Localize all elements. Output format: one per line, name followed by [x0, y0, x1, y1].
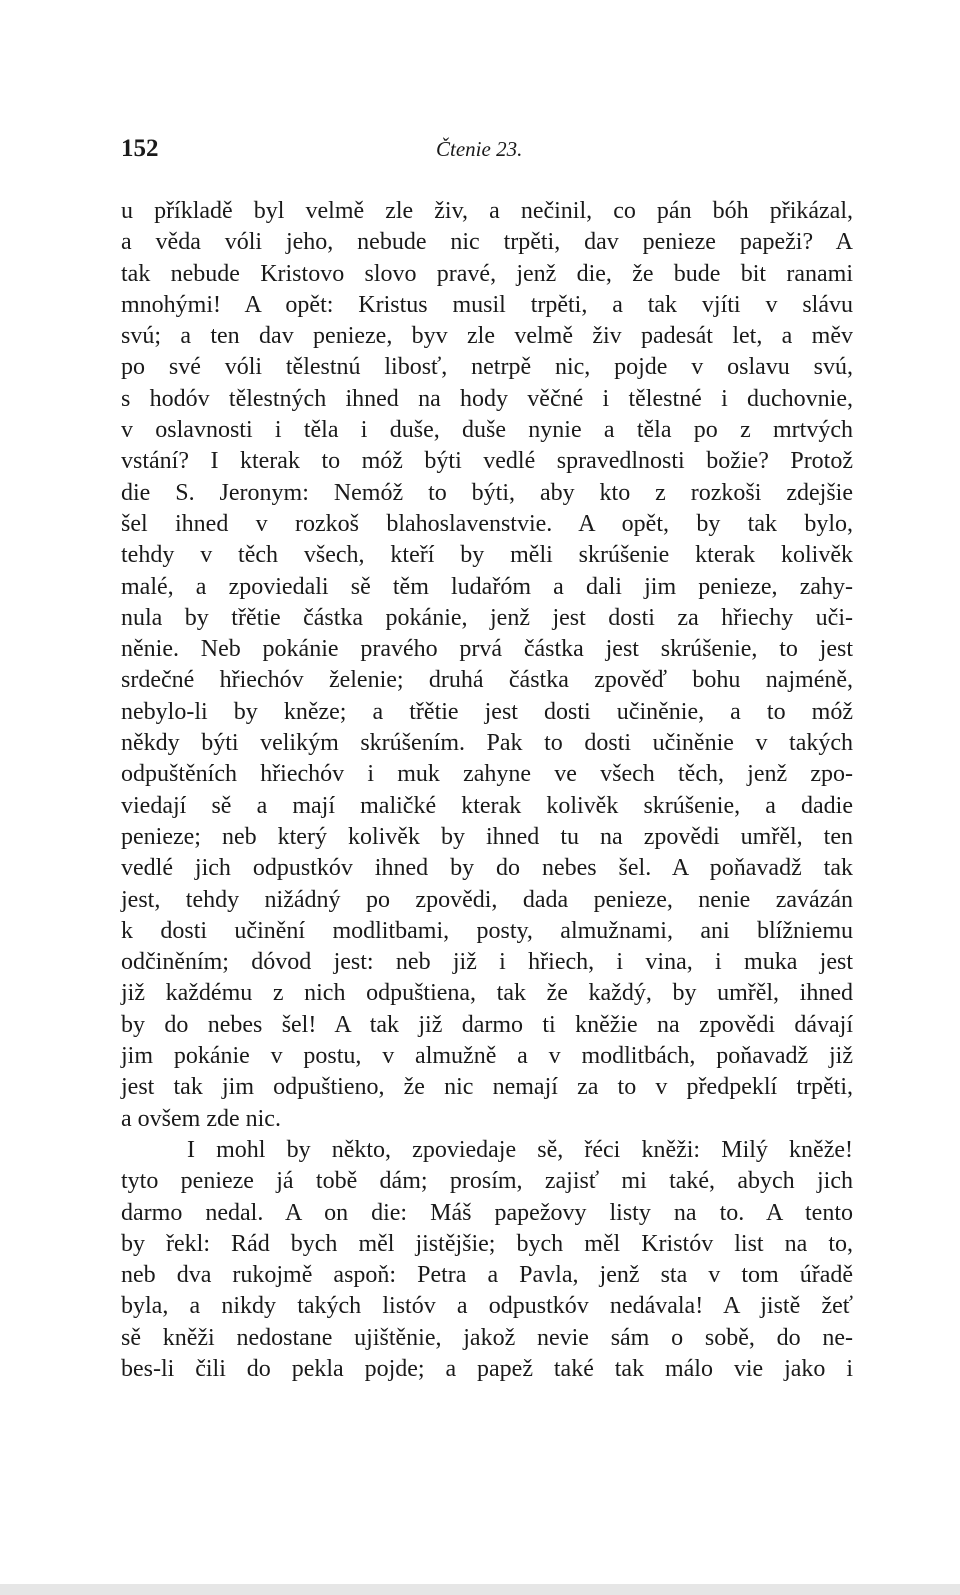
- text-line: tyto penieze já tobě dám; prosím, zajisť mi také, abych jich: [121, 1168, 853, 1195]
- text-line: die S. Jeronym: Nemóž to býti, aby kto z rozkoši zdejšie: [121, 479, 853, 506]
- text-line: by řekl: Rád bych měl jistějšie; bych měl Kristóv list na to,: [121, 1230, 853, 1257]
- scan-bottom-edge: [0, 1584, 960, 1595]
- text-line: by do nebes šel! A tak již darmo ti kněžie na zpovědi dávají: [121, 1011, 853, 1038]
- text-line: jest, tehdy nižádný po zpovědi, dada penieze, nenie zavázán: [121, 886, 853, 913]
- running-head: Čtenie 23.: [436, 137, 523, 161]
- text-line: s hodóv tělestných ihned na hody věčné i tělestné i duchovnie,: [121, 385, 853, 412]
- text-line: jim pokánie v postu, v almužně a v modlitbách, poňavadž již: [121, 1043, 853, 1070]
- text-line: byla, a nikdy takých listóv a odpustkóv nedávala! A jistě žeť: [121, 1293, 853, 1320]
- text-line-paragraph-end: a ovšem zde nic.: [121, 1105, 281, 1132]
- text-line: svú; a ten dav penieze, byv zle velmě živ padesát let, a měv: [121, 323, 853, 350]
- text-line: sě kněži nedostane ujištěnie, jakož nevie sám o sobě, do ne-: [121, 1324, 853, 1351]
- text-line: k dosti učinění modlitbami, posty, almužnami, ani blížniemu: [121, 917, 853, 944]
- text-line: u příkladě byl velmě zle živ, a nečinil, co pán bóh přikázal,: [121, 198, 853, 224]
- text-line: již každému z nich odpuštiena, tak že každý, by umřěl, ihned: [121, 980, 853, 1007]
- page-number: 152: [121, 135, 159, 162]
- text-line: malé, a zpoviedali sě těm ludařóm a dali jim penieze, zahy-: [121, 573, 853, 600]
- text-line: vedlé jich odpustkóv ihned by do nebes šel. A poňavadž tak: [121, 855, 853, 882]
- text-line: v oslavnosti i těla i duše, duše nynie a těla po z mrtvých: [121, 417, 853, 444]
- text-line: po své vóli tělestnú libosť, netrpě nic, pojde v oslavu svú,: [121, 354, 853, 381]
- page-header: [121, 134, 853, 170]
- text-line: tak nebude Kristovo slovo pravé, jenž die, že bude bit ranami: [121, 260, 853, 287]
- text-line: srdečné hřiechóv želenie; druhá částka zpověď bohu najméně,: [121, 667, 853, 694]
- text-line: nula by třětie částka pokánie, jenž jest dosti za hřiechy uči-: [121, 604, 853, 631]
- text-line: tehdy v těch všech, kteří by měli skrúšenie kterak kolivěk: [121, 542, 853, 569]
- text-line: jest tak jim odpuštieno, že nic nemají za to v předpeklí trpěti,: [121, 1074, 853, 1101]
- text-line: viedají sě a mají maličké kterak kolivěk skrúšenie, a dadie: [121, 792, 853, 819]
- text-line-paragraph-start: I mohl by někto, zpoviedaje sě, řéci kněži: Milý kněže!: [187, 1136, 853, 1163]
- text-line: neb dva rukojmě aspoň: Petra a Pavla, jenž sta v tom úřadě: [121, 1262, 853, 1289]
- text-line: šel ihned v rozkoš blahoslavenstvie. A opět, by tak bylo,: [121, 510, 853, 537]
- text-line: bes-li čili do pekla pojde; a papež také tak málo vie jako i: [121, 1355, 853, 1382]
- text-line: odpuštěních hřiechóv i muk zahyne ve všech těch, jenž zpo-: [121, 761, 853, 788]
- text-line: odčiněním; dóvod jest: neb již i hřiech, i vina, i muka jest: [121, 949, 853, 976]
- text-line: někdy býti velikým skrúšením. Pak to dosti učiněnie v takých: [121, 730, 853, 757]
- text-line: nebylo-li by kněze; a třětie jest dosti učiněnie, a to móž: [121, 698, 853, 725]
- text-line: mnohými! A opět: Kristus musil trpěti, a tak vjíti v slávu: [121, 291, 853, 318]
- body-text: [121, 196, 853, 1385]
- text-line: penieze; neb který kolivěk by ihned tu na zpovědi umřěl, ten: [121, 823, 853, 850]
- text-line: a věda vóli jeho, nebude nic trpěti, dav penieze papeži? A: [121, 229, 853, 256]
- text-line: něnie. Neb pokánie pravého prvá částka jest skrúšenie, to jest: [121, 636, 853, 663]
- text-line: vstání? I kterak to móž býti vedlé spravedlnosti božie? Protož: [121, 448, 853, 475]
- text-line: darmo nedal. A on die: Máš papežovy listy na to. A tento: [121, 1199, 853, 1226]
